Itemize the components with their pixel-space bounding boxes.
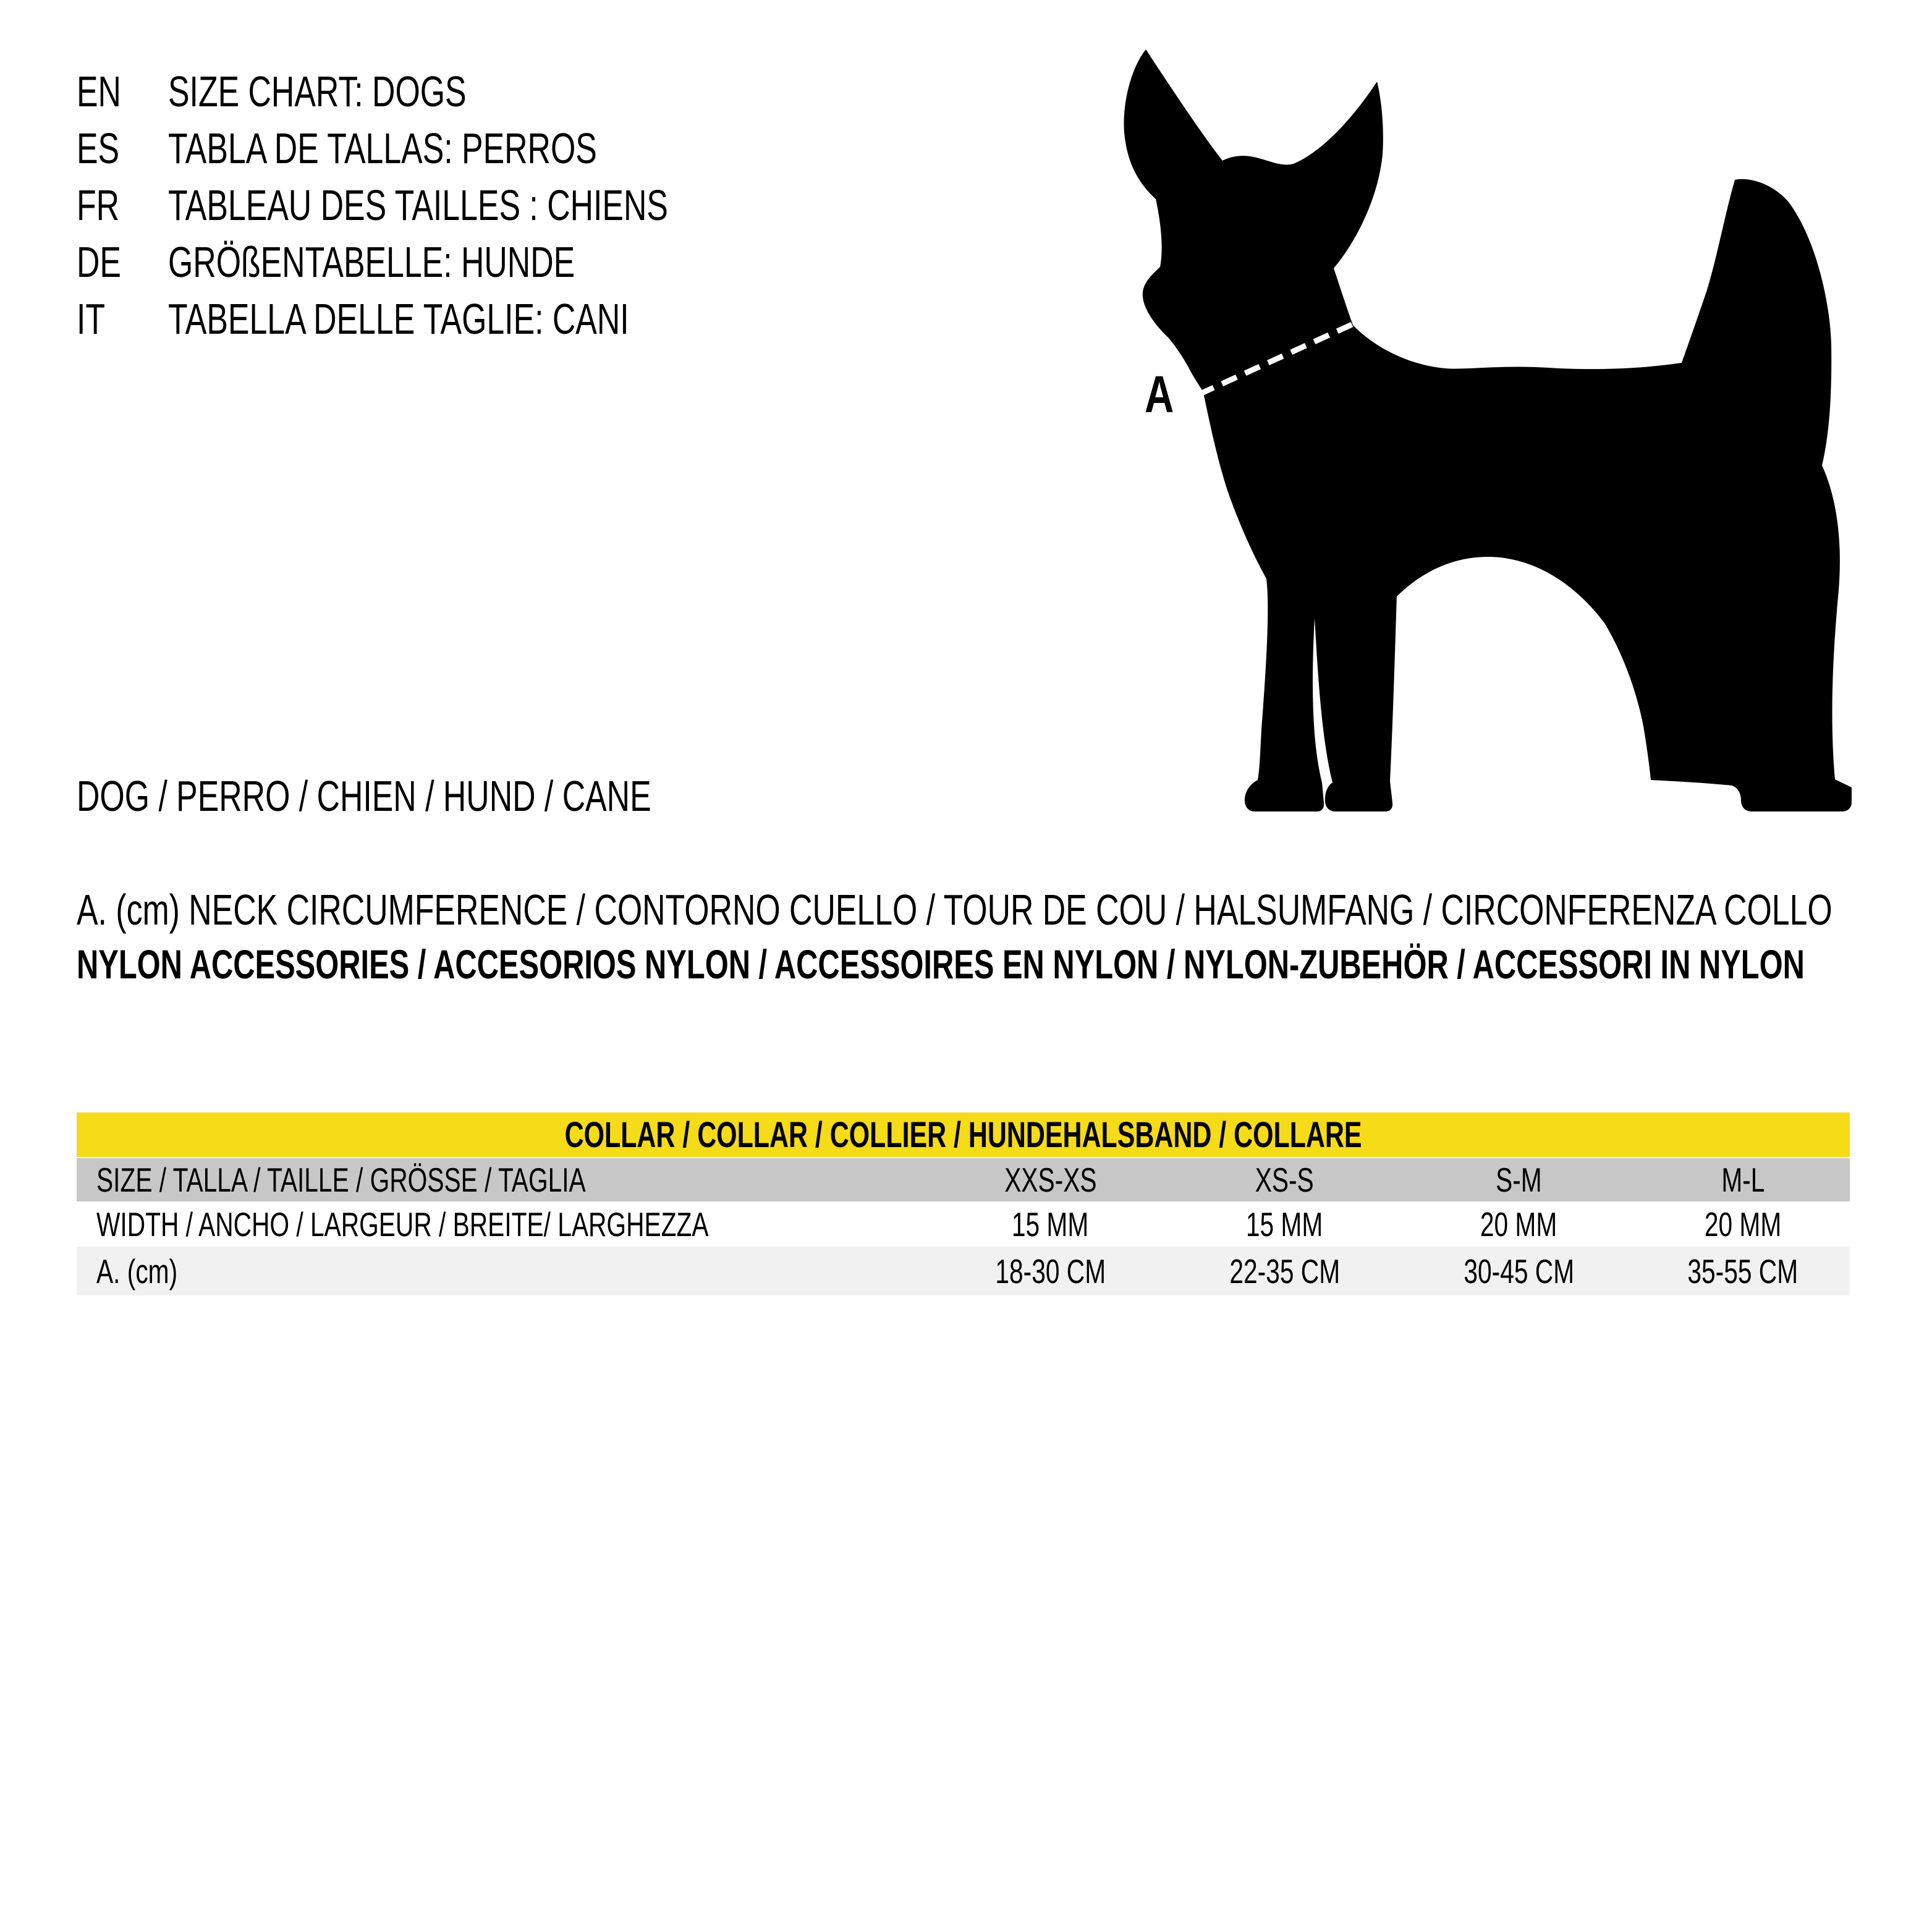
size-value: M-L (1721, 1161, 1765, 1199)
lang-code: EN (77, 67, 121, 116)
neck-range-value: 30-45 CM (1464, 1252, 1574, 1290)
row-label: WIDTH / ANCHO / LARGEUR / BREITE/ LARGHEZZA (96, 1205, 709, 1244)
size-value: S-M (1496, 1161, 1542, 1199)
width-value: 20 MM (1704, 1205, 1782, 1244)
table-header-collar: COLLAR / COLLAR / COLLIER / HUNDEHALSBAND / COLLARE (77, 1112, 1850, 1157)
width-value: 20 MM (1480, 1205, 1557, 1244)
table-row-neck (77, 1247, 1850, 1295)
dog-caption: DOG / PERRO / CHIEN / HUND / CANE (77, 772, 651, 820)
lang-code: ES (77, 124, 120, 172)
lang-title: TABLA DE TALLAS: PERROS (168, 124, 597, 172)
lang-code: DE (77, 238, 121, 286)
lang-title: TABELLA DELLE TAGLIE: CANI (168, 295, 629, 343)
table-row-size (77, 1158, 1850, 1201)
lang-title: SIZE CHART: DOGS (168, 67, 467, 116)
lang-row-it (77, 290, 844, 347)
lang-code: IT (77, 295, 106, 343)
row-label: A. (cm) (96, 1252, 178, 1290)
lang-row-es (77, 120, 844, 177)
dog-figure (1106, 31, 1873, 816)
dog-silhouette-icon (1106, 31, 1873, 816)
width-value: 15 MM (1012, 1205, 1089, 1244)
language-list (77, 63, 844, 347)
collar-size-table (77, 1112, 1850, 1297)
width-value: 15 MM (1246, 1205, 1323, 1244)
neck-range-value: 22-35 CM (1229, 1252, 1340, 1290)
neck-range-value: 18-30 CM (995, 1252, 1106, 1290)
size-value: XS-S (1255, 1161, 1314, 1199)
lang-row-fr (77, 177, 844, 234)
lang-title: TABLEAU DES TAILLES : CHIENS (168, 181, 668, 229)
lang-row-en (77, 63, 844, 120)
neck-measurement-note: A. (cm) NECK CIRCUMFERENCE / CONTORNO CUELLO / TOUR DE COU / HALSUMFANG / CIRCONFERENZA COLLO (77, 886, 1832, 934)
material-note: NYLON ACCESSORIES / ACCESORIOS NYLON / ACCESSOIRES EN NYLON / NYLON-ZUBEHÖR / ACCESSORI IN NYLON (77, 941, 1805, 987)
lang-title: GRÖßENTABELLE: HUNDE (168, 238, 575, 286)
size-value: XXS-XS (1004, 1161, 1097, 1199)
table-row-width (77, 1203, 1850, 1245)
neck-range-value: 35-55 CM (1687, 1252, 1799, 1290)
lang-code: FR (77, 181, 120, 229)
row-label: SIZE / TALLA / TAILLE / GRÖSSE / TAGLIA (96, 1161, 586, 1199)
lang-row-de (77, 234, 844, 290)
measure-point-label: A (1145, 365, 1174, 423)
